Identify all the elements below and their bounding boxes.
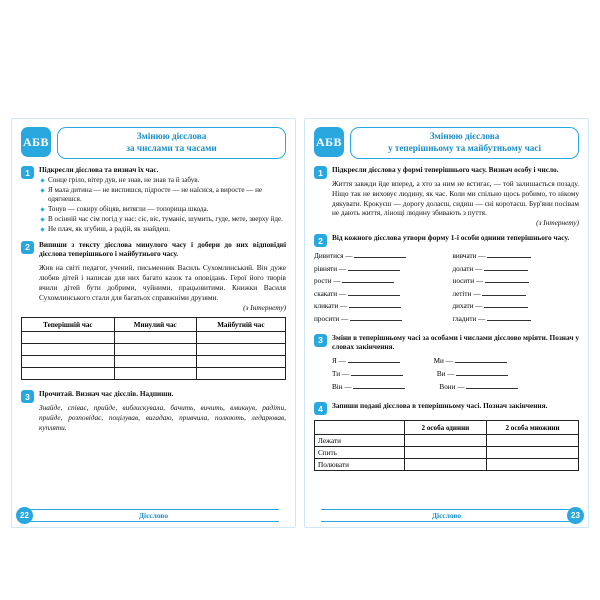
exercise-1: [21, 165, 286, 235]
answer-blank[interactable]: [487, 314, 531, 321]
table-row[interactable]: [22, 368, 286, 380]
verb-label: скакати —: [314, 289, 347, 298]
exercise-2-instruction: Від кожного дієслова утвори форму 1-ї особи однини теперішнього часу.: [332, 233, 570, 243]
list-item[interactable]: [453, 313, 580, 326]
page-number: 23: [567, 507, 584, 524]
exercise-2-source: (з Інтернету): [243, 302, 286, 312]
exercise-3-instruction: Прочитай. Визнач час дієслів. Надпиши.: [39, 389, 174, 399]
exercise-number: 3: [21, 390, 34, 403]
table-cell[interactable]: [487, 459, 579, 471]
column-header: Майбутній час: [196, 318, 285, 332]
table-cell[interactable]: [196, 332, 285, 344]
table-cell[interactable]: [22, 356, 115, 368]
answer-blank[interactable]: [455, 356, 507, 363]
exercise-number: 2: [21, 241, 34, 254]
answer-blank[interactable]: [485, 276, 529, 283]
verb-label: кликати —: [314, 302, 348, 311]
page-title-line-1: Змінюю дієслова: [429, 131, 500, 141]
pronoun-label: Він —: [332, 383, 352, 392]
pronoun-label: Я —: [332, 357, 346, 366]
table-cell[interactable]: [196, 344, 285, 356]
column-header: Теперішній час: [22, 318, 115, 332]
exercise-number: 2: [314, 234, 327, 247]
right-page-title: [350, 127, 579, 159]
exercise-3: [314, 333, 579, 353]
list-item[interactable]: [453, 300, 580, 313]
verb-label: просити —: [314, 315, 349, 324]
table-header-row: [22, 318, 286, 332]
left-page-title: [57, 127, 286, 159]
answer-blank[interactable]: [482, 289, 526, 296]
verb-label: вивчати —: [452, 252, 486, 261]
table-row[interactable]: [22, 344, 286, 356]
answer-blank[interactable]: [350, 314, 402, 321]
table-cell[interactable]: [22, 344, 115, 356]
verb-label: носити —: [452, 277, 484, 286]
row-label: Лежати: [315, 435, 405, 447]
answer-blank[interactable]: [487, 251, 531, 258]
exercise-1-source: (з Інтернету): [536, 218, 579, 228]
right-page-footer: [305, 505, 588, 527]
exercise-number: 1: [21, 166, 34, 179]
right-page: [304, 118, 589, 528]
table-row[interactable]: [315, 435, 579, 447]
table-cell[interactable]: [22, 368, 115, 380]
pronoun-label: Ти —: [332, 370, 350, 379]
answer-blank[interactable]: [349, 301, 401, 308]
exercise-1-instruction: Підкресли дієслова у формі теперішнього часу. Визнач особу і число.: [332, 165, 559, 174]
table-cell[interactable]: [196, 356, 285, 368]
verb-column-left: [314, 250, 441, 326]
alphabet-badge-icon: АБВ: [21, 127, 51, 157]
list-item[interactable]: [332, 381, 579, 394]
column-header: 2 особа однини: [404, 421, 486, 435]
exercise-number: 3: [314, 334, 327, 347]
list-item: Я мала дитина — не виспишся, підросте — не наїсися, а виросте — не одягнешся.: [39, 186, 286, 206]
verb-fill-in-list: [314, 250, 579, 326]
exercise-2: [21, 240, 286, 313]
exercise-3-word-list: Знайде, співає, прийде, виблискувала, бачить, вичить, вмикнув, радіти, прийде, розповідає, поцілував, вигадаю, привчила, полюють, ледарював, купляти.: [39, 403, 286, 432]
list-item[interactable]: [453, 250, 580, 263]
answer-blank[interactable]: [456, 369, 508, 376]
exercise-2-instruction: Випиши з тексту дієслова минулого часу і добери до них відповідні дієслова теперішнього і майбутнього часу.: [39, 239, 286, 259]
left-page: [11, 118, 296, 528]
table-cell[interactable]: [114, 344, 196, 356]
right-page-header: [314, 127, 579, 159]
verb-column-right: [453, 250, 580, 326]
answer-blank[interactable]: [484, 301, 528, 308]
column-header: [315, 421, 405, 435]
verb-label: гладити —: [452, 315, 486, 324]
answer-blank[interactable]: [342, 276, 394, 283]
list-item[interactable]: [314, 300, 441, 313]
table-row[interactable]: [22, 332, 286, 344]
exercise-1-text: Життя завжди йде вперед, а хто за ним не встигає, — той залишається позаду. Ніщо так не виховує людину, як час. Коли ми спільно щось робимо, то нікому дякувати. Крокуєш — дорогу долаєш, сидиш — сні коротаєш. Бур'яни посівам не дають життя, лінощі людину збивають з пуття.: [332, 178, 579, 218]
list-item[interactable]: [453, 275, 580, 288]
table-cell[interactable]: [114, 332, 196, 344]
exercise-1-instruction: Підкресли дієслова та визнач їх час.: [39, 165, 159, 174]
list-item[interactable]: [453, 288, 580, 301]
table-cell[interactable]: [404, 435, 486, 447]
row-label: Спить: [315, 447, 405, 459]
person-number-table: [314, 420, 579, 471]
column-header: 2 особа множини: [487, 421, 579, 435]
list-item[interactable]: [314, 250, 441, 263]
verb-label: дихати —: [452, 302, 483, 311]
table-row[interactable]: [315, 459, 579, 471]
exercise-2-text: Жив на світі педагог, учений, письменник Василь Сухомлинський. Він дуже любив дітей і написав для них багато казок та оповідань. Герої його творів вчили дітей бути добрими, чуйними, працьовитими. Книжки Василя Сухомлинського стали для багатьох справжніми друзями.: [39, 263, 286, 302]
answer-blank[interactable]: [348, 264, 400, 271]
list-item: Сонце гріло, вітер дув, не знав, не знав та й забув.: [39, 176, 286, 186]
tense-table: [21, 317, 286, 380]
exercise-number: 1: [314, 166, 327, 179]
pronoun-label: Ви —: [436, 370, 455, 379]
verb-label: долати —: [452, 264, 483, 273]
table-cell[interactable]: [487, 447, 579, 459]
footer-chapter-text: Дієслово: [426, 511, 467, 520]
verb-label: Дивитися —: [314, 252, 353, 261]
exercise-1-items: [39, 176, 286, 235]
answer-blank[interactable]: [348, 289, 400, 296]
pronoun-label: Вони —: [439, 383, 465, 392]
answer-blank[interactable]: [351, 369, 403, 376]
list-item[interactable]: [314, 313, 441, 326]
list-item[interactable]: [332, 355, 579, 368]
exercise-3-instruction: Зміни в теперішньому часі за особами і числами дієслово мріяти. Познач у словах закінчення.: [332, 332, 579, 352]
list-item[interactable]: [453, 263, 580, 276]
list-item[interactable]: [314, 275, 441, 288]
verb-label: рівняти —: [314, 264, 347, 273]
table-cell[interactable]: [114, 356, 196, 368]
table-cell[interactable]: [487, 435, 579, 447]
answer-blank[interactable]: [353, 382, 405, 389]
list-item: В осінній час сім погід у нас: сіє, віє, туманіє, шумить, гуде, мете, зверху йде.: [39, 215, 286, 225]
page-title-line-2: у теперішньому та майбутньому часі: [387, 142, 542, 153]
footer-chapter-label: [321, 509, 572, 522]
list-item: Не плач, як згубиш, а радій, як знайдеш.: [39, 225, 286, 235]
exercise-2: [314, 233, 579, 247]
exercise-4-instruction: Запиши подані дієслова в теперішньому часі. Познач закінчення.: [332, 401, 548, 411]
exercise-number: 4: [314, 402, 327, 415]
answer-blank[interactable]: [348, 356, 400, 363]
row-label: Полювати: [315, 459, 405, 471]
exercise-1: [314, 165, 579, 228]
list-item[interactable]: [332, 368, 579, 381]
table-cell[interactable]: [404, 459, 486, 471]
exercise-4: [314, 401, 579, 415]
answer-blank[interactable]: [484, 264, 528, 271]
answer-blank[interactable]: [354, 251, 406, 258]
exercise-3: [21, 389, 286, 432]
column-header: Минулий час: [114, 318, 196, 332]
list-item[interactable]: [314, 263, 441, 276]
table-row[interactable]: [22, 356, 286, 368]
table-cell[interactable]: [114, 368, 196, 380]
table-cell[interactable]: [22, 332, 115, 344]
list-item[interactable]: [314, 288, 441, 301]
table-cell[interactable]: [404, 447, 486, 459]
page-number: 22: [16, 507, 33, 524]
answer-blank[interactable]: [466, 382, 518, 389]
page-title-line-1: Змінюю дієслова: [136, 131, 207, 141]
footer-chapter-text: Дієслово: [133, 511, 174, 520]
verb-label: рости —: [314, 277, 341, 286]
pronoun-label: Ми —: [433, 357, 453, 366]
alphabet-badge-icon: АБВ: [314, 127, 344, 157]
left-page-footer: [12, 505, 295, 527]
table-cell[interactable]: [196, 368, 285, 380]
left-page-header: [21, 127, 286, 159]
list-item: Тонув — сокиру обіцяв, витягли — топорища шкода.: [39, 205, 286, 215]
footer-chapter-label: [28, 509, 279, 522]
pronoun-conjugation-list: [314, 355, 579, 394]
table-header-row: [315, 421, 579, 435]
table-row[interactable]: [315, 447, 579, 459]
verb-label: летіти —: [452, 289, 481, 298]
page-title-line-2: за числами та часами: [126, 142, 217, 153]
